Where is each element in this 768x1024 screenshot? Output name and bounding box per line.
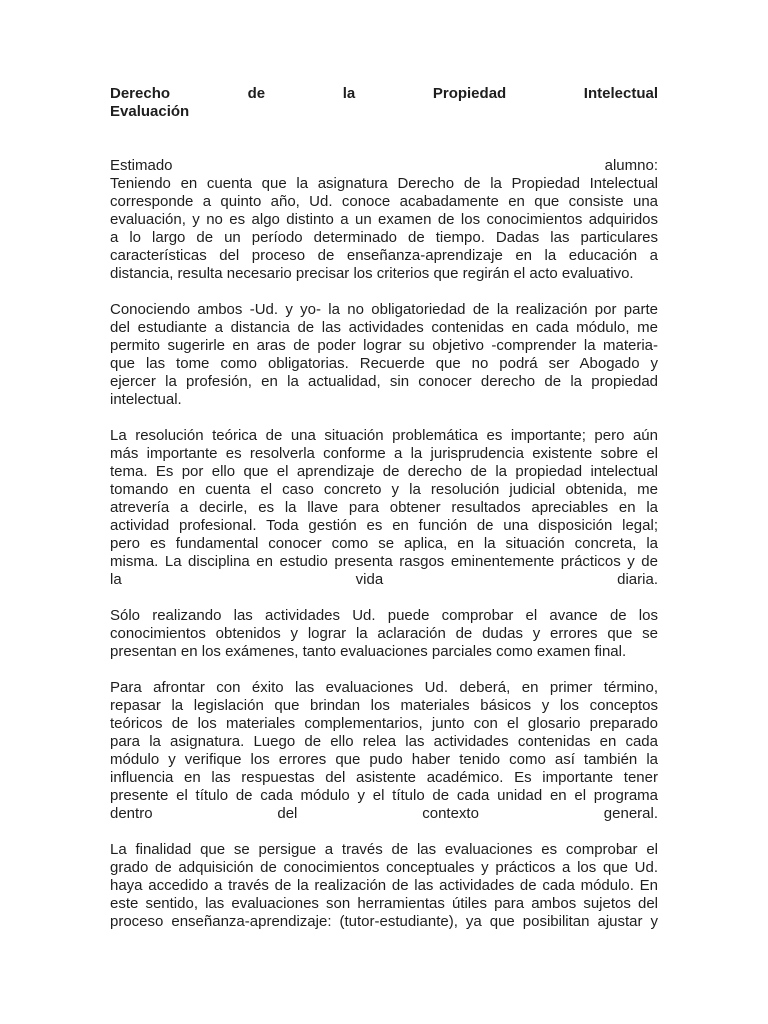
text-line: Teniendo en cuenta que la asignatura Derecho de la Propiedad Intelectual [110, 175, 658, 192]
text-line: presente el título de cada módulo y el título de cada unidad en el programa [110, 787, 658, 804]
text-line: influencia en las respuestas del asistente académico. Es importante tener [110, 769, 658, 786]
paragraph-theory [110, 427, 658, 589]
text-line: tomando en cuenta el caso concreto y la resolución judicial obtenida, me [110, 481, 658, 498]
title-line: Evaluación [110, 103, 190, 120]
text-line: conocimientos obtenidos y lograr la aclaración de dudas y errores que se [110, 625, 658, 642]
text-line: teóricos de los materiales complementarios, junto con el glosario preparado [110, 715, 658, 732]
text-line: haya accedido a través de la realización de las actividades de cada módulo. En [110, 877, 658, 894]
text-line: módulo y verifique los errores que pudo haber tenido como así también la [110, 751, 658, 768]
text-line: repasar la legislación que brindan los materiales básicos y los conceptos [110, 697, 658, 714]
paragraph-purpose [110, 841, 658, 931]
text-line: misma. La disciplina en estudio presenta rasgos eminentemente prácticos y de [110, 553, 658, 570]
text-line: ejercer la profesión, en la actualidad, sin conocer derecho de la propiedad [110, 373, 658, 390]
text-line: Sólo realizando las actividades Ud. puede comprobar el avance de los [110, 607, 658, 624]
text-line: que las tome como obligatorias. Recuerde que no podrá ser Abogado y [110, 355, 658, 372]
text-line: este sentido, las evaluaciones son herramientas útiles para ambos sujetos del [110, 895, 658, 912]
paragraph-activities [110, 301, 658, 409]
text-line: a lo largo de un período determinado de tiempo. Dadas las particulares [110, 229, 658, 246]
title-line: Derecho de la Propiedad Intelectual [110, 85, 658, 102]
text-line: para la asignatura. Luego de ello relea las actividades contenidas en cada [110, 733, 658, 750]
paragraph-greeting [110, 157, 658, 283]
text-line: del estudiante a distancia de las actividades contenidas en cada módulo, me [110, 319, 658, 336]
document-title [110, 85, 658, 121]
text-line: dentro del contexto general. [110, 805, 658, 822]
text-line: intelectual. [110, 391, 182, 408]
text-line: tema. Es por ello que el aprendizaje de derecho de la propiedad intelectual [110, 463, 658, 480]
text-line: grado de adquisición de conocimientos conceptuales y prácticos a los que Ud. [110, 859, 658, 876]
text-line: características del proceso de enseñanza-aprendizaje en la educación a [110, 247, 658, 264]
text-line: actividad profesional. Toda gestión es en función de una disposición legal; [110, 517, 658, 534]
text-line: Para afrontar con éxito las evaluaciones Ud. deberá, en primer término, [110, 679, 658, 696]
document-body [110, 85, 658, 949]
text-line: proceso enseñanza-aprendizaje: (tutor-estudiante), ya que posibilitan ajustar y [110, 913, 658, 930]
text-line: distancia, resulta necesario precisar los criterios que regirán el acto evaluativo. [110, 265, 634, 282]
text-line: La resolución teórica de una situación problemática es importante; pero aún [110, 427, 658, 444]
text-line: atrevería a decirle, es la llave para obtener resultados apreciables en la [110, 499, 658, 516]
text-line: La finalidad que se persigue a través de las evaluaciones es comprobar el [110, 841, 658, 858]
text-line: evaluación, y no es algo distinto a un examen de los conocimientos adquiridos [110, 211, 658, 228]
paragraph-progress [110, 607, 658, 661]
text-line: permito sugerirle en aras de poder lograr su objetivo -comprender la materia- [110, 337, 658, 354]
paragraph-preparation [110, 679, 658, 823]
text-line: corresponde a quinto año, Ud. conoce acabadamente en que consiste una [110, 193, 658, 210]
text-line: Estimado alumno: [110, 157, 658, 174]
text-line: más importante es resolverla conforme a la jurisprudencia existente sobre el [110, 445, 658, 462]
text-line: pero es fundamental conocer como se aplica, en la situación concreta, la [110, 535, 658, 552]
text-line: Conociendo ambos -Ud. y yo- la no obligatoriedad de la realización por parte [110, 301, 658, 318]
text-line: presentan en los exámenes, tanto evaluaciones parciales como examen final. [110, 643, 627, 660]
text-line: la vida diaria. [110, 571, 658, 588]
